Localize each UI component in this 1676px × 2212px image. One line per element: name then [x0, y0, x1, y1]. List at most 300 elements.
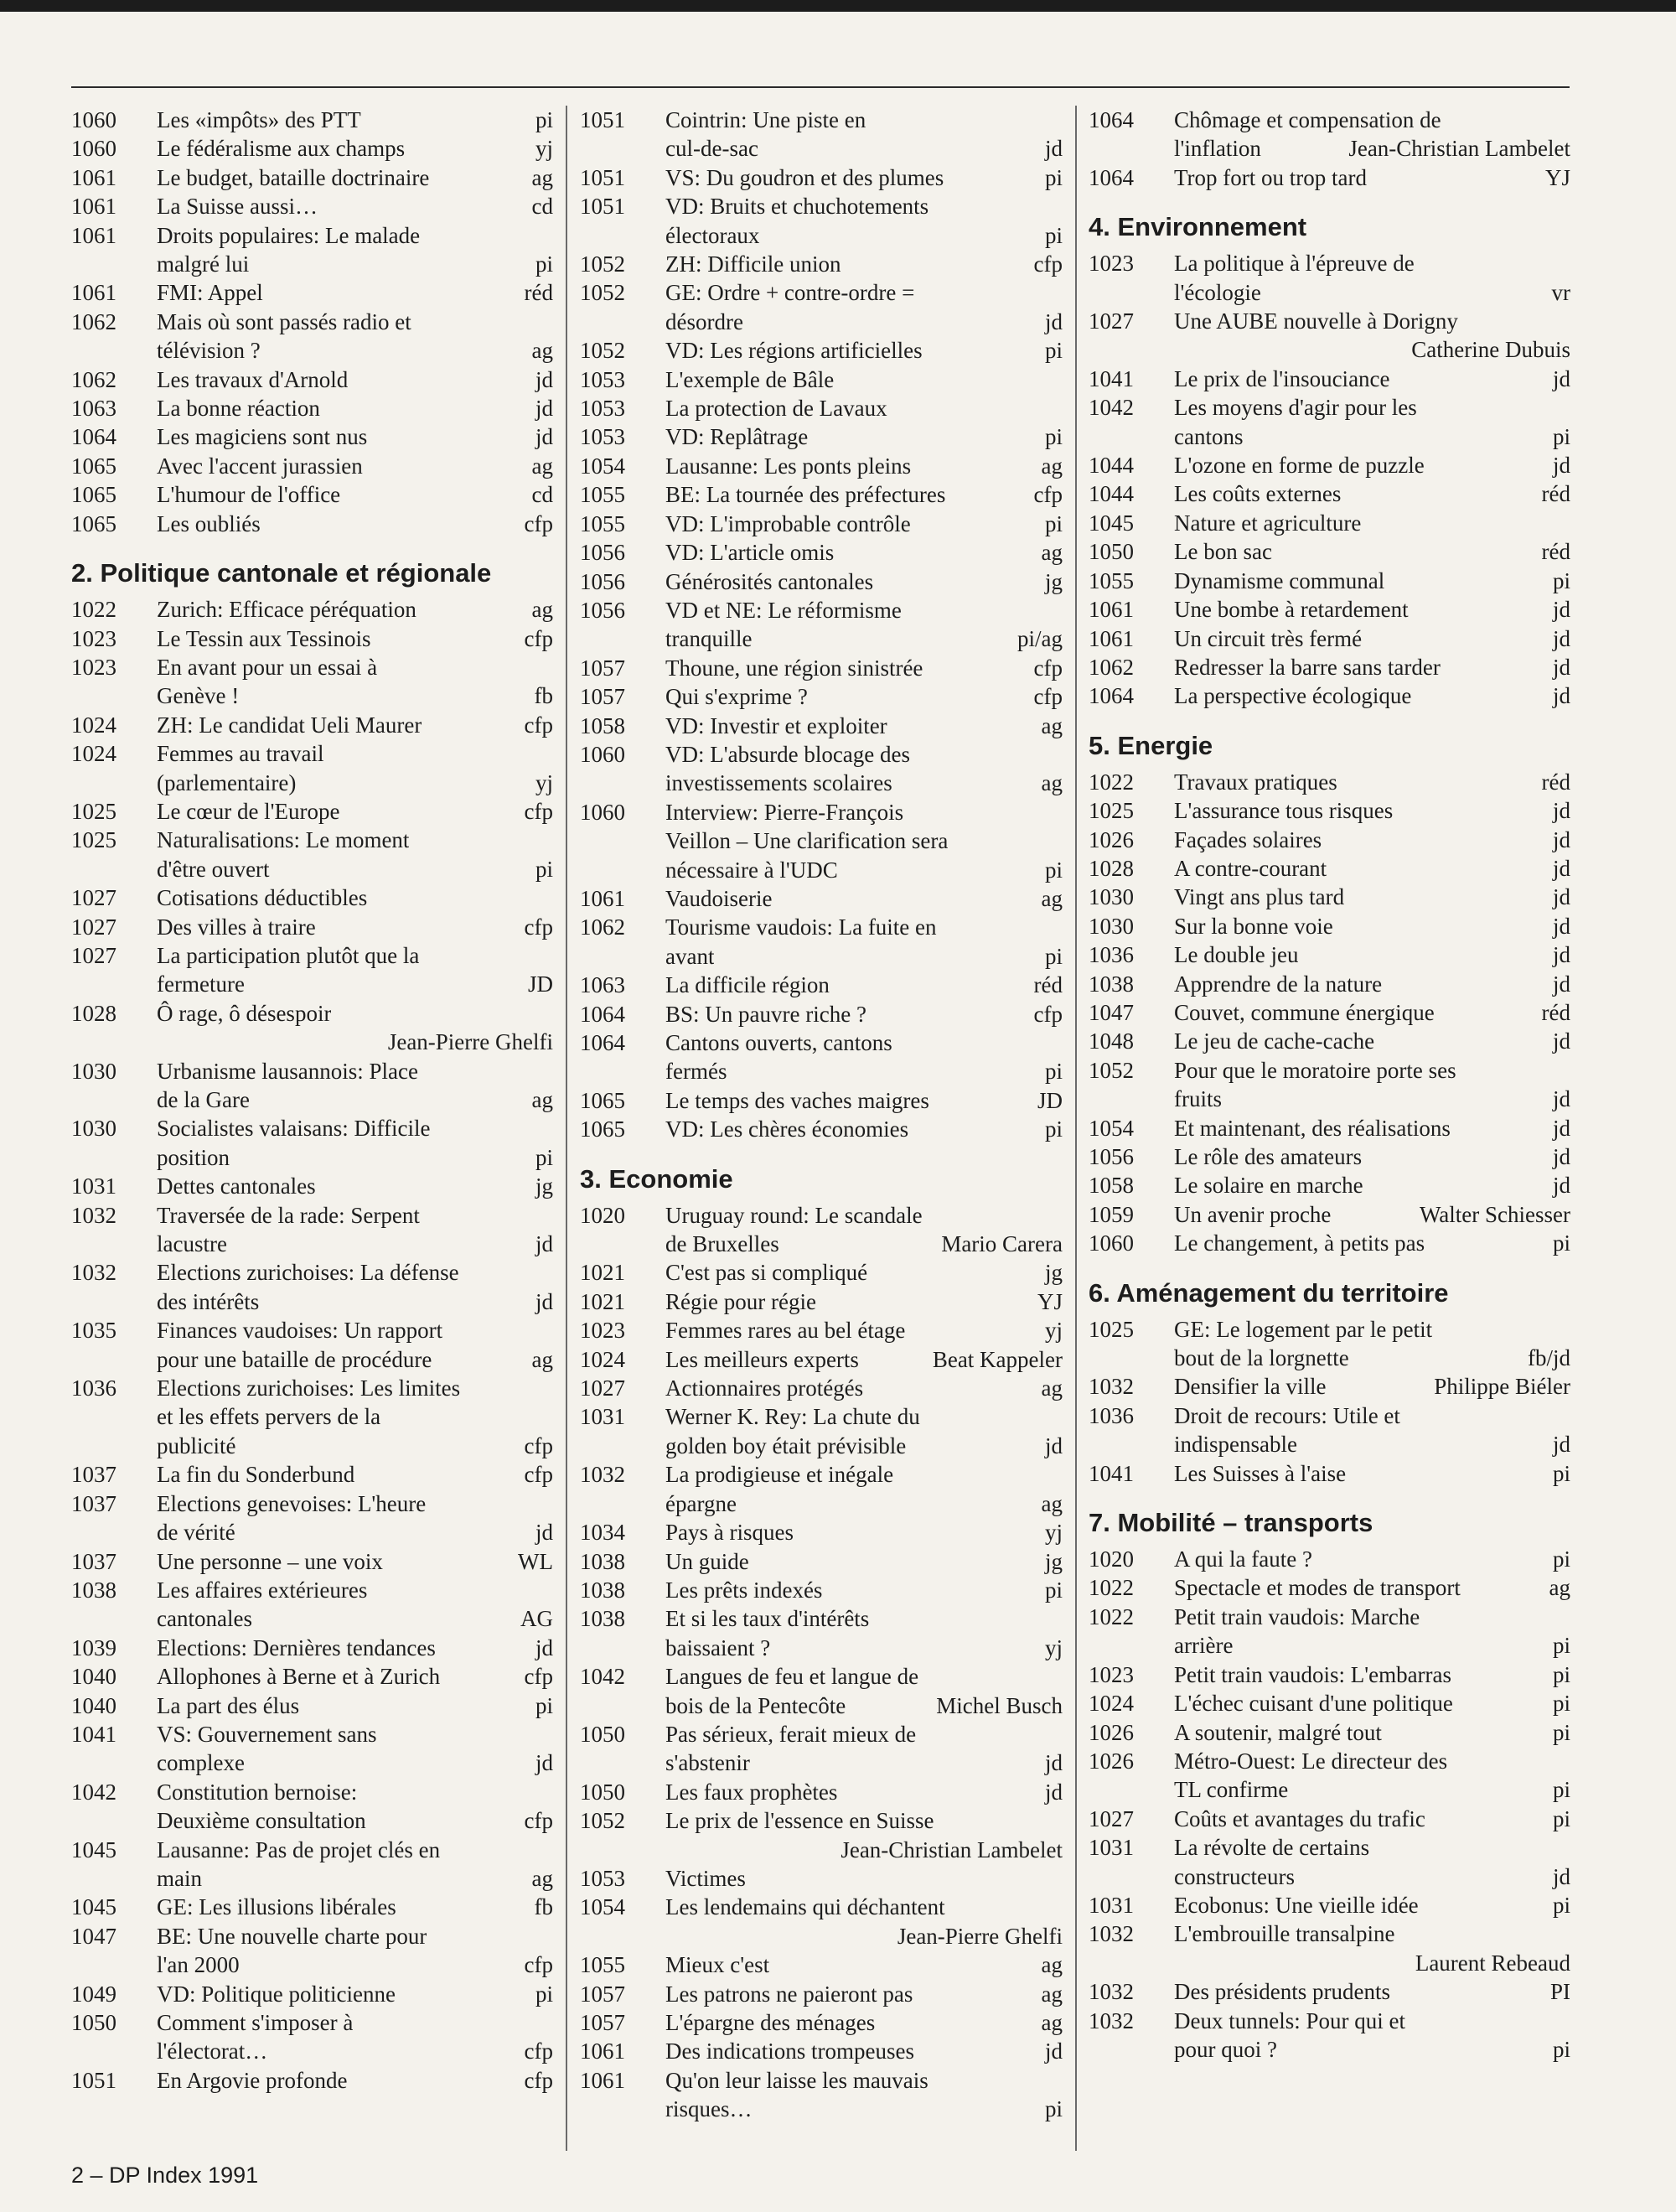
article-title: Lausanne: Pas de projet clés en — [157, 1836, 441, 1862]
article-title: Naturalisations: Le moment — [157, 827, 410, 853]
entry-line — [665, 1691, 1063, 1720]
entry-line — [1174, 1573, 1570, 1602]
entry-line — [1174, 537, 1570, 566]
author-initials: ag — [531, 1865, 553, 1891]
issue-number: 1039 — [71, 1634, 116, 1660]
issue-number: 1054 — [580, 1894, 625, 1920]
author-initials: pi — [1044, 2096, 1063, 2122]
article-title: Spectacle et modes de transport — [1174, 1575, 1461, 1601]
article-title: bois de la Pentecôte — [665, 1692, 846, 1718]
entry-line — [665, 1432, 1063, 1460]
entry-line — [665, 452, 1063, 480]
article-title: Le changement, à petits pas — [1174, 1230, 1425, 1256]
index-entry — [71, 134, 553, 163]
entry-line — [1174, 393, 1570, 422]
article-title: main — [157, 1865, 202, 1891]
section-heading: 7. Mobilité – transports — [1089, 1508, 1373, 1538]
issue-number: 1061 — [71, 280, 116, 306]
entry-line — [157, 653, 553, 681]
article-title: Régie pour régie — [665, 1288, 816, 1314]
index-entry — [580, 567, 1063, 596]
issue-number: 1061 — [1089, 597, 1134, 623]
index-entry — [580, 1662, 1063, 1720]
entry-line — [157, 250, 553, 278]
author-initials: ag — [1549, 1575, 1570, 1601]
entry-line — [665, 1922, 1063, 1950]
author-initials: ag — [1041, 885, 1063, 911]
author-initials: réd — [1541, 999, 1570, 1025]
index-entry — [71, 221, 553, 279]
article-title: ZH: Le candidat Ueli Maurer — [157, 712, 422, 738]
entry-line — [1174, 796, 1570, 825]
entry-line — [665, 1864, 1063, 1893]
index-entry — [580, 654, 1063, 682]
issue-number: 1032 — [71, 1260, 116, 1286]
index-entry — [1089, 1689, 1570, 1717]
issue-number: 1025 — [1089, 798, 1134, 824]
article-title: Dynamisme communal — [1174, 567, 1385, 593]
author-initials: Catherine Dubuis — [1411, 337, 1570, 363]
article-title: nécessaire à l'UDC — [665, 857, 838, 883]
index-entry — [1089, 970, 1570, 998]
author-initials: jd — [1044, 1750, 1063, 1776]
entry-line — [665, 913, 1063, 941]
author-initials: pi — [1044, 1577, 1063, 1603]
issue-number: 1053 — [580, 1865, 625, 1891]
issue-number: 1030 — [71, 1116, 116, 1142]
author-initials: jd — [1552, 884, 1570, 910]
index-entry — [580, 2037, 1063, 2065]
article-title: Socialistes valaisans: Difficile — [157, 1116, 431, 1142]
author-initials: réd — [1541, 481, 1570, 507]
issue-number: 1061 — [71, 194, 116, 220]
author-initials: cfp — [1033, 684, 1063, 710]
author-initials: cfp — [1033, 655, 1063, 681]
page-footer: 2 – DP Index 1991 — [71, 2163, 259, 2188]
author-initials: jd — [1552, 1086, 1570, 1112]
author-initials: JD — [527, 971, 553, 997]
article-title: Un avenir proche — [1174, 1201, 1332, 1227]
article-title: Les prêts indexés — [665, 1577, 823, 1603]
issue-number: 1058 — [580, 712, 625, 738]
entry-line — [665, 278, 1063, 307]
entry-line — [665, 1460, 1063, 1489]
article-title: Les moyens d'agir pour les — [1174, 395, 1417, 421]
article-title: VD: L'article omis — [665, 540, 835, 566]
author-initials: ag — [1041, 770, 1063, 796]
author-initials: jd — [535, 366, 553, 392]
issue-number: 1061 — [71, 222, 116, 248]
article-title: Elections zurichoises: La défense — [157, 1260, 459, 1286]
entry-line — [157, 163, 553, 192]
entry-line — [157, 913, 553, 941]
entry-line — [1174, 1919, 1570, 1948]
article-title: Redresser la barre sans tarder — [1174, 654, 1441, 680]
index-entry — [1089, 854, 1570, 883]
entry-line — [665, 2095, 1063, 2123]
entry-line — [1174, 1200, 1570, 1229]
index-entry — [580, 1950, 1063, 1979]
author-initials: cfp — [524, 625, 553, 651]
author-initials: pi — [1552, 1633, 1570, 1659]
entry-line — [665, 538, 1063, 567]
issue-number: 1041 — [1089, 1460, 1134, 1486]
author-initials: cfp — [1033, 482, 1063, 508]
entry-line — [157, 278, 553, 307]
article-title: fruits — [1174, 1086, 1222, 1112]
index-entry — [71, 1720, 553, 1778]
author-initials: Philippe Biéler — [1434, 1374, 1570, 1400]
article-title: Lausanne: Les ponts pleins — [665, 453, 912, 479]
author-initials: cd — [531, 194, 553, 220]
issue-number: 1055 — [1089, 567, 1134, 593]
entry-line — [665, 1778, 1063, 1806]
index-entry — [1089, 940, 1570, 969]
article-title: Comment s'imposer à — [157, 2010, 354, 2035]
author-initials: ag — [1041, 540, 1063, 566]
index-entry — [580, 2008, 1063, 2037]
article-title: En avant pour un essai à — [157, 654, 378, 680]
author-initials: jd — [1552, 625, 1570, 651]
issue-number: 1053 — [580, 366, 625, 392]
entry-line — [157, 1432, 553, 1460]
index-entry — [580, 1258, 1063, 1287]
issue-number: 1054 — [580, 453, 625, 479]
article-title: Les affaires extérieures — [157, 1577, 368, 1603]
entry-line — [157, 2066, 553, 2095]
index-entry — [580, 712, 1063, 740]
index-entry — [580, 596, 1063, 654]
entry-line — [157, 1172, 553, 1200]
entry-line — [665, 1748, 1063, 1777]
entry-line — [157, 941, 553, 970]
issue-number: 1058 — [1089, 1173, 1134, 1199]
entry-line — [1174, 2007, 1570, 2035]
index-entry — [71, 1662, 553, 1691]
entry-line — [1174, 249, 1570, 277]
index-entry — [580, 1604, 1063, 1662]
index-entry — [580, 1028, 1063, 1086]
entry-line — [157, 595, 553, 624]
index-entry — [71, 422, 553, 451]
author-initials: yj — [1044, 1520, 1063, 1546]
entry-line — [1174, 1315, 1570, 1344]
issue-number: 1050 — [71, 2010, 116, 2035]
index-entry — [1089, 537, 1570, 566]
index-entry — [580, 510, 1063, 538]
issue-number: 1021 — [580, 1288, 625, 1314]
article-title: Victimes — [665, 1865, 746, 1891]
article-title: désordre — [665, 308, 743, 334]
issue-number: 1038 — [580, 1577, 625, 1603]
author-initials: pi — [1552, 1719, 1570, 1745]
entry-line — [665, 1489, 1063, 1518]
index-entry — [580, 106, 1063, 163]
entry-line — [1174, 940, 1570, 969]
entry-line — [1174, 883, 1570, 911]
author-initials: jd — [1552, 798, 1570, 824]
article-title: Chômage et compensation de — [1174, 107, 1441, 132]
entry-line — [665, 1720, 1063, 1748]
issue-number: 1052 — [1089, 1057, 1134, 1083]
author-initials: pi — [535, 107, 553, 132]
article-title: BE: Une nouvelle charte pour — [157, 1923, 427, 1949]
entry-line — [157, 2037, 553, 2065]
author-initials: jd — [1044, 1779, 1063, 1805]
article-title: L'exemple de Bâle — [665, 366, 835, 392]
entry-line — [665, 1806, 1063, 1835]
article-title: Coûts et avantages du trafic — [1174, 1805, 1425, 1831]
entry-line — [665, 163, 1063, 192]
index-entry — [580, 163, 1063, 192]
author-initials: yj — [535, 769, 553, 795]
author-initials: ag — [531, 1087, 553, 1112]
issue-number: 1025 — [71, 827, 116, 853]
article-title: Nature et agriculture — [1174, 510, 1362, 536]
entry-line — [157, 739, 553, 768]
index-entry — [1089, 2007, 1570, 2064]
issue-number: 1045 — [1089, 510, 1134, 536]
index-entry — [1089, 163, 1570, 192]
article-title: Les magiciens sont nus — [157, 424, 368, 450]
article-title: Le temps des vaches maigres — [665, 1087, 929, 1113]
index-entry — [1089, 1200, 1570, 1229]
issue-number: 1022 — [71, 597, 116, 623]
author-initials: jd — [1552, 453, 1570, 479]
entry-line — [157, 221, 553, 250]
author-initials: pi — [1044, 943, 1063, 969]
entry-line — [157, 1028, 553, 1056]
issue-number: 1061 — [580, 2038, 625, 2064]
entry-line — [665, 1604, 1063, 1633]
entry-line — [665, 106, 1063, 134]
index-column-1 — [71, 106, 553, 2095]
entry-line — [1174, 1027, 1570, 1055]
index-entry — [71, 711, 553, 739]
issue-number: 1042 — [1089, 395, 1134, 421]
issue-number: 1037 — [71, 1462, 116, 1488]
author-initials: pi — [1552, 1691, 1570, 1717]
article-title: Les faux prophètes — [665, 1779, 838, 1805]
article-title: Finances vaudoises: Un rapport — [157, 1318, 443, 1344]
issue-number: 1052 — [580, 251, 625, 277]
index-entry — [1089, 1660, 1570, 1689]
entry-line — [1174, 1775, 1570, 1804]
issue-number: 1048 — [1089, 1028, 1134, 1054]
article-title: VD: Politique politicienne — [157, 1981, 396, 2007]
article-title: VD: Bruits et chuchotements — [665, 194, 929, 220]
entry-line — [665, 1518, 1063, 1546]
entry-line — [665, 2066, 1063, 2095]
index-entry — [71, 1172, 553, 1200]
issue-number: 1027 — [580, 1375, 625, 1401]
article-title: des intérêts — [157, 1288, 260, 1314]
issue-number: 1055 — [580, 482, 625, 508]
issue-number: 1032 — [1089, 2007, 1134, 2033]
article-title: de la Gare — [157, 1087, 250, 1112]
column-divider — [1075, 106, 1077, 2151]
entry-line — [665, 394, 1063, 422]
article-title: Le Tessin aux Tessinois — [157, 625, 371, 651]
author-initials: fb — [534, 683, 553, 709]
entry-line — [665, 596, 1063, 624]
article-title: GE: Le logement par le petit — [1174, 1316, 1433, 1342]
entry-line — [665, 1634, 1063, 1662]
author-initials: jg — [1044, 1260, 1063, 1286]
article-title: Le cœur de l'Europe — [157, 798, 340, 824]
entry-line — [1174, 1229, 1570, 1257]
article-title: Couvet, commune énergique — [1174, 999, 1435, 1025]
author-initials: Mario Carera — [941, 1231, 1063, 1257]
entry-line — [157, 681, 553, 710]
entry-line — [1174, 1056, 1570, 1085]
article-title: Les lendemains qui déchantent — [665, 1894, 945, 1920]
author-initials: jd — [535, 424, 553, 450]
author-initials: pi — [1044, 222, 1063, 248]
index-entry — [580, 884, 1063, 913]
index-entry — [580, 192, 1063, 250]
entry-line — [665, 971, 1063, 999]
article-title: golden boy était prévisible — [665, 1432, 907, 1458]
entry-line — [157, 365, 553, 394]
entry-line — [1174, 1805, 1570, 1833]
author-initials: jd — [1552, 1173, 1570, 1199]
index-entry — [580, 2066, 1063, 2124]
entry-line — [1174, 422, 1570, 451]
issue-number: 1053 — [580, 396, 625, 422]
article-title: VD: Replâtrage — [665, 424, 809, 450]
author-initials: jd — [1552, 1432, 1570, 1458]
entry-line — [157, 452, 553, 480]
issue-number: 1027 — [71, 942, 116, 968]
issue-number: 1032 — [71, 1202, 116, 1228]
entry-line — [157, 2008, 553, 2037]
issue-number: 1036 — [1089, 942, 1134, 968]
article-title: l'an 2000 — [157, 1952, 240, 1978]
entry-line — [1174, 1718, 1570, 1747]
article-title: Cotisations déductibles — [157, 885, 368, 911]
entry-line — [665, 510, 1063, 538]
article-title: Elections genevoises: L'heure — [157, 1490, 427, 1516]
entry-line — [665, 654, 1063, 682]
article-title: Thoune, une région sinistrée — [665, 655, 923, 681]
author-initials: jd — [535, 1231, 553, 1257]
article-title: Tourisme vaudois: La fuite en — [665, 914, 937, 940]
entry-line — [665, 884, 1063, 913]
issue-number: 1050 — [580, 1779, 625, 1805]
index-entry — [71, 1460, 553, 1489]
entry-line — [665, 712, 1063, 740]
article-title: Trop fort ou trop tard — [1174, 164, 1367, 190]
article-title: Elections zurichoises: Les limites — [157, 1375, 461, 1401]
issue-number: 1028 — [71, 1000, 116, 1026]
author-initials: jd — [535, 1288, 553, 1314]
author-initials: cd — [531, 482, 553, 508]
entry-line — [157, 797, 553, 826]
entry-line — [1174, 1085, 1570, 1113]
article-title: Zurich: Efficace péréquation — [157, 597, 416, 623]
entry-line — [157, 1518, 553, 1546]
author-initials: jg — [535, 1173, 553, 1199]
issue-number: 1045 — [71, 1836, 116, 1862]
entry-line — [665, 1000, 1063, 1028]
article-title: Les coûts externes — [1174, 481, 1342, 507]
entry-line — [157, 1662, 553, 1691]
article-title: Dettes cantonales — [157, 1173, 316, 1199]
index-entry — [580, 394, 1063, 422]
author-initials: pi — [1552, 1777, 1570, 1803]
entry-line — [665, 1287, 1063, 1316]
author-initials: Walter Schiesser — [1419, 1201, 1570, 1227]
author-initials: vr — [1551, 279, 1570, 305]
article-title: Les travaux d'Arnold — [157, 366, 349, 392]
issue-number: 1040 — [71, 1664, 116, 1690]
index-entry — [1089, 826, 1570, 854]
author-initials: cfp — [524, 2038, 553, 2064]
author-initials: Laurent Rebeaud — [1415, 1950, 1570, 1976]
issue-number: 1036 — [1089, 1402, 1134, 1428]
issue-number: 1055 — [580, 1952, 625, 1978]
article-title: Allophones à Berne et à Zurich — [157, 1664, 441, 1690]
article-title: Les meilleurs experts — [665, 1346, 859, 1372]
author-initials: pi — [1552, 1661, 1570, 1687]
entry-line — [157, 510, 553, 538]
issue-number: 1057 — [580, 2010, 625, 2035]
author-initials: Jean-Pierre Ghelfi — [897, 1923, 1063, 1949]
issue-number: 1022 — [1089, 1575, 1134, 1601]
index-entry — [1089, 249, 1570, 307]
author-initials: fb — [534, 1894, 553, 1920]
author-initials: cfp — [524, 712, 553, 738]
article-title: Les oubliés — [157, 510, 261, 536]
issue-number: 1056 — [1089, 1144, 1134, 1169]
issue-number: 1037 — [71, 1548, 116, 1574]
author-initials: cfp — [524, 1462, 553, 1488]
index-entry — [580, 1547, 1063, 1576]
entry-line — [157, 1836, 553, 1864]
issue-number: 1063 — [580, 972, 625, 998]
entry-line — [665, 798, 1063, 826]
entry-line — [157, 769, 553, 797]
article-title: TL confirme — [1174, 1777, 1289, 1803]
index-entry — [1089, 106, 1570, 163]
index-entry — [580, 1287, 1063, 1316]
entry-line — [665, 1547, 1063, 1576]
entry-line — [665, 942, 1063, 971]
index-entry — [1089, 479, 1570, 508]
article-title: GE: Ordre + contre-ordre = — [665, 280, 915, 306]
issue-number: 1032 — [1089, 1921, 1134, 1947]
article-title: Métro-Ouest: Le directeur des — [1174, 1748, 1448, 1774]
index-entry — [1089, 393, 1570, 451]
author-initials: jd — [1044, 2038, 1063, 2064]
issue-number: 1038 — [580, 1606, 625, 1632]
entry-line — [1174, 1833, 1570, 1862]
entry-line — [665, 1057, 1063, 1085]
article-title: Apprendre de la nature — [1174, 971, 1383, 997]
index-entry — [580, 1576, 1063, 1604]
entry-line — [665, 624, 1063, 653]
article-title: Mais où sont passés radio et — [157, 308, 411, 334]
entry-line — [665, 308, 1063, 336]
issue-number: 1061 — [580, 2067, 625, 2093]
index-entry — [580, 1201, 1063, 1259]
issue-number: 1061 — [580, 885, 625, 911]
issue-number: 1036 — [71, 1375, 116, 1401]
entry-line — [665, 1980, 1063, 2008]
index-entry — [1089, 1573, 1570, 1602]
author-initials: jd — [535, 1634, 553, 1660]
